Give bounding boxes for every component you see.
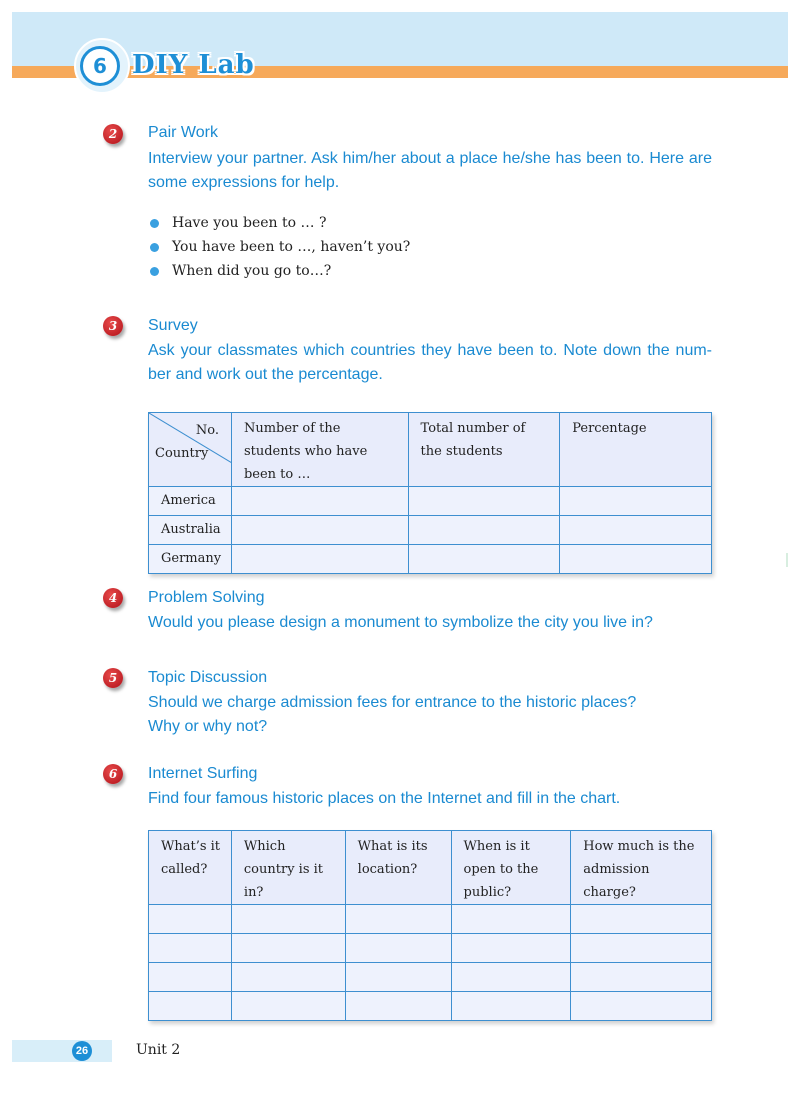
column-header: Percentage bbox=[560, 413, 712, 487]
answer-cell[interactable] bbox=[560, 487, 712, 516]
answer-cell[interactable] bbox=[231, 516, 408, 545]
historic-places-table bbox=[148, 830, 712, 1021]
section-text: Interview your partner. Ask him/her about a place he/she has been to. Here are some expressions for help. bbox=[148, 150, 712, 191]
page-number: 26 bbox=[72, 1041, 92, 1061]
answer-cell[interactable] bbox=[451, 992, 571, 1021]
answer-cell[interactable] bbox=[451, 934, 571, 963]
answer-cell[interactable] bbox=[149, 963, 232, 992]
answer-cell[interactable] bbox=[571, 905, 712, 934]
section-number-badge: 3 bbox=[103, 316, 123, 336]
answer-cell[interactable] bbox=[345, 992, 451, 1021]
section-text: Should we charge admission fees for entrance to the historic places? Why or why not? bbox=[148, 694, 637, 735]
answer-cell[interactable] bbox=[560, 545, 712, 574]
column-header: When is it open to the public? bbox=[451, 831, 571, 905]
corner-header-cell bbox=[149, 413, 232, 487]
section-title: Internet Surfing bbox=[148, 765, 258, 782]
answer-cell[interactable] bbox=[451, 905, 571, 934]
section-title: Survey bbox=[148, 317, 198, 334]
answer-cell[interactable] bbox=[345, 963, 451, 992]
column-header: How much is the admission charge? bbox=[571, 831, 712, 905]
answer-cell[interactable] bbox=[231, 934, 345, 963]
answer-cell[interactable] bbox=[231, 963, 345, 992]
expression-list bbox=[148, 211, 410, 283]
answer-cell[interactable] bbox=[408, 516, 560, 545]
corner-label-top: No. bbox=[195, 423, 219, 438]
corner-label-bottom: Country bbox=[155, 446, 209, 461]
section-text: Ask your classmates which countries they have been to. Note down the num-ber and work out the percentage. bbox=[148, 342, 712, 383]
answer-cell[interactable] bbox=[560, 516, 712, 545]
column-header: Which country is it in? bbox=[231, 831, 345, 905]
answer-cell[interactable] bbox=[571, 992, 712, 1021]
unit-label: Unit 2 bbox=[136, 1042, 181, 1058]
answer-cell[interactable] bbox=[231, 487, 408, 516]
section-number-badge: 2 bbox=[103, 124, 123, 144]
answer-cell[interactable] bbox=[408, 487, 560, 516]
section-text: Would you please design a monument to symbolize the city you live in? bbox=[148, 614, 653, 631]
column-header: What is its location? bbox=[345, 831, 451, 905]
table-row bbox=[149, 545, 712, 574]
answer-cell[interactable] bbox=[231, 992, 345, 1021]
answer-cell[interactable] bbox=[408, 545, 560, 574]
answer-cell[interactable] bbox=[571, 963, 712, 992]
answer-cell[interactable] bbox=[149, 934, 232, 963]
answer-cell[interactable] bbox=[345, 934, 451, 963]
page-title: DIY Lab bbox=[132, 50, 255, 80]
country-cell: Germany bbox=[149, 545, 232, 574]
answer-cell[interactable] bbox=[451, 963, 571, 992]
answer-cell[interactable] bbox=[231, 905, 345, 934]
footer-band bbox=[12, 1040, 112, 1062]
table-row bbox=[149, 934, 712, 963]
table-row bbox=[149, 516, 712, 545]
answer-cell[interactable] bbox=[571, 934, 712, 963]
answer-cell[interactable] bbox=[345, 905, 451, 934]
section-title: Pair Work bbox=[148, 124, 218, 141]
section-number-badge: 4 bbox=[103, 588, 123, 608]
country-cell: America bbox=[149, 487, 232, 516]
section-number-badge: 5 bbox=[103, 668, 123, 688]
table-row bbox=[149, 992, 712, 1021]
section-title: Topic Discussion bbox=[148, 669, 268, 686]
table-row bbox=[149, 487, 712, 516]
country-cell: Australia bbox=[149, 516, 232, 545]
column-header: Number of the students who have been to … bbox=[231, 413, 408, 487]
list-item: You have been to …, haven’t you? bbox=[148, 235, 410, 259]
section-number-badge: 6 bbox=[103, 764, 123, 784]
column-header: Total number of the students bbox=[408, 413, 560, 487]
answer-cell[interactable] bbox=[231, 545, 408, 574]
table-row bbox=[149, 905, 712, 934]
column-header: What’s it called? bbox=[149, 831, 232, 905]
section-title: Problem Solving bbox=[148, 589, 265, 606]
edge-mark bbox=[786, 553, 788, 567]
lesson-number-badge: 6 bbox=[80, 46, 120, 86]
answer-cell[interactable] bbox=[149, 905, 232, 934]
list-item: When did you go to…? bbox=[148, 259, 410, 283]
survey-table bbox=[148, 412, 712, 574]
table-row bbox=[149, 963, 712, 992]
list-item: Have you been to … ? bbox=[148, 211, 410, 235]
section-text: Find four famous historic places on the Internet and fill in the chart. bbox=[148, 790, 621, 807]
answer-cell[interactable] bbox=[149, 992, 232, 1021]
